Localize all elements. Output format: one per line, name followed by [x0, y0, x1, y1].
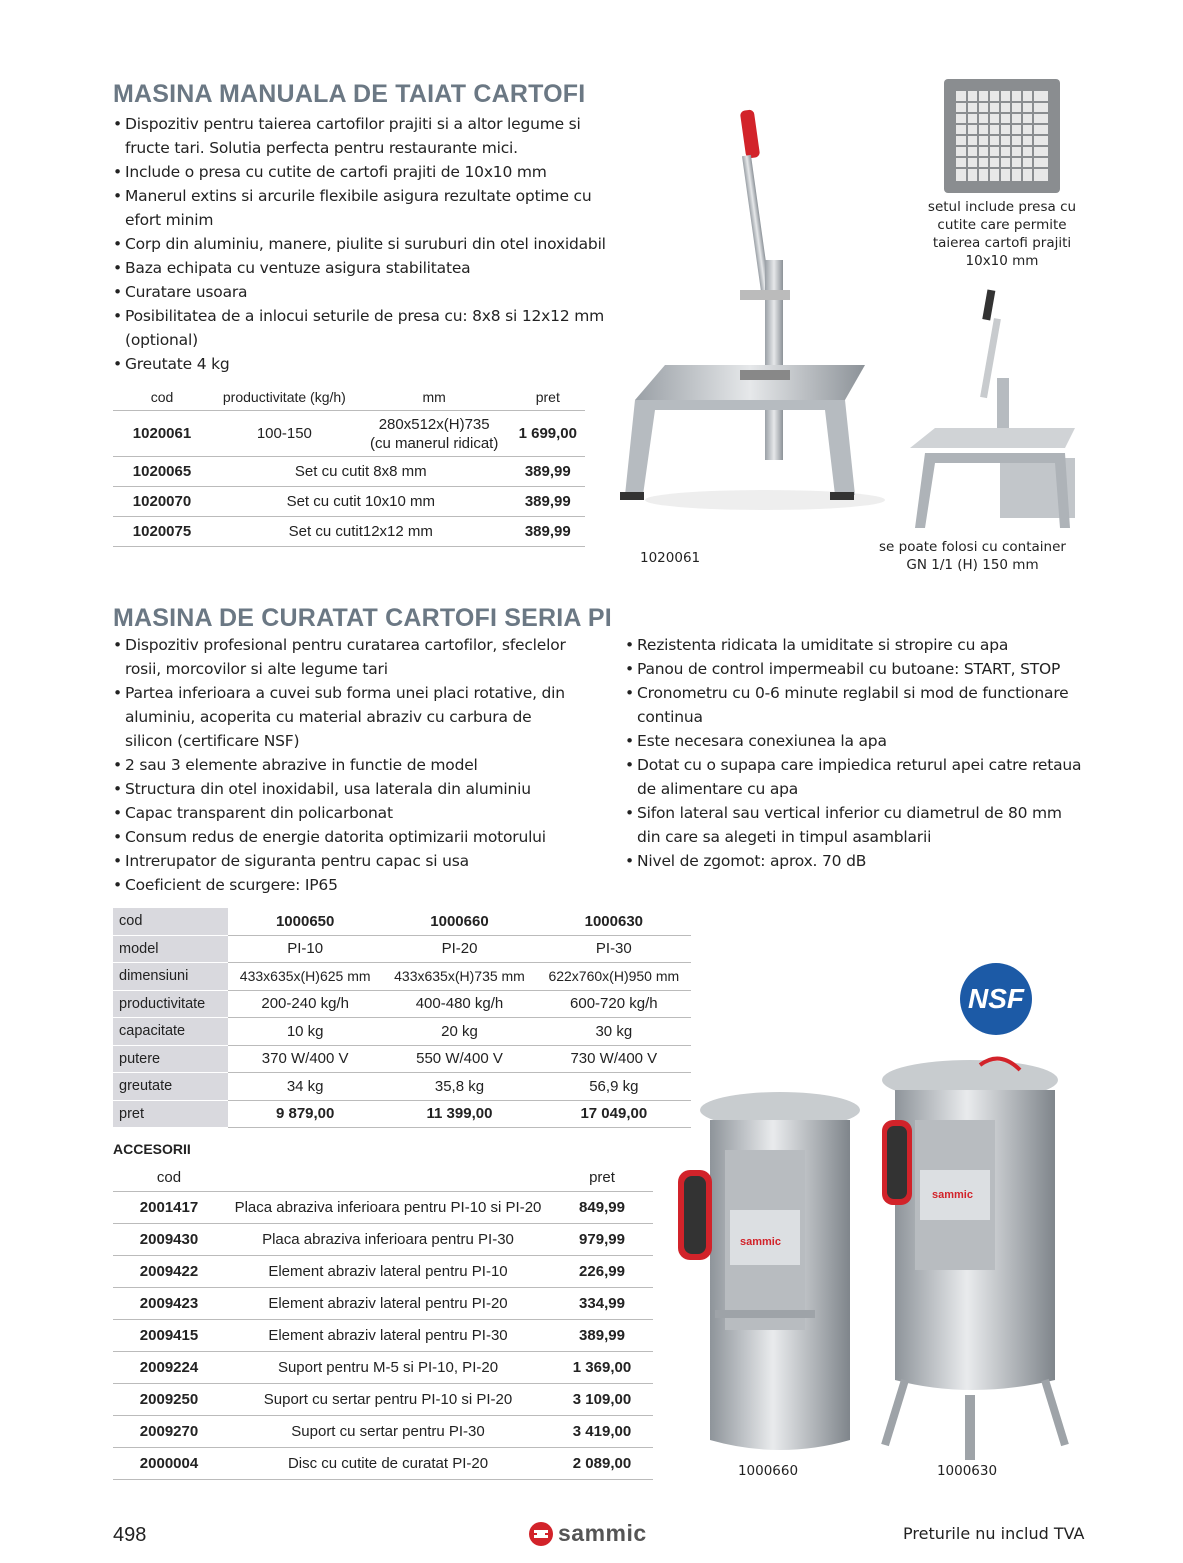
list-item: • Greutate 4 kg [113, 352, 613, 376]
vat-note: Preturile nu includ TVA [903, 1524, 1085, 1543]
table-row [113, 908, 691, 935]
spec-value: 30 kg [537, 1018, 691, 1046]
list-item: • Structura din otel inoxidabil, usa laterala din aluminiu [113, 777, 583, 801]
acc-code: 2009270 [113, 1416, 225, 1448]
spec-value: 9 879,00 [228, 1100, 382, 1128]
table-row [113, 1352, 653, 1384]
acc-price: 389,99 [551, 1320, 653, 1352]
spec-value: 17 049,00 [537, 1100, 691, 1128]
table-row [113, 935, 691, 963]
spec-value: 1000650 [228, 908, 382, 935]
acc-code: 2000004 [113, 1448, 225, 1480]
row-code: 1020061 [113, 411, 211, 457]
accessories-table [113, 1163, 653, 1480]
container-caption: se poate folosi cu container GN 1/1 (H) 150 mm [879, 539, 1066, 573]
spec-label: cod [113, 908, 228, 935]
row-code: 1020065 [113, 457, 211, 487]
spec-value: 370 W/400 V [228, 1045, 382, 1073]
table-header [113, 384, 585, 411]
list-item: • Consum redus de energie datorita optimizarii motorului [113, 825, 583, 849]
col-desc [225, 1163, 551, 1192]
acc-price: 334,99 [551, 1288, 653, 1320]
col-cod: cod [113, 384, 211, 411]
acc-code: 2009422 [113, 1256, 225, 1288]
spec-value: 600-720 kg/h [537, 990, 691, 1018]
list-item: • Este necesara conexiunea la apa [625, 729, 1085, 753]
spec-value: 1000660 [382, 908, 536, 935]
list-item: • Nivel de zgomot: aprox. 70 dB [625, 849, 1085, 873]
row-prod: 100-150 [211, 411, 358, 457]
section2-bullets-left [113, 633, 583, 897]
list-item: • Sifon lateral sau vertical inferior cu diametrul de 80 mm din care sa alegeti in timpul asamblarii [625, 801, 1085, 849]
spec-value: 1000630 [537, 908, 691, 935]
table-row [113, 1073, 691, 1101]
acc-code: 2009224 [113, 1352, 225, 1384]
spec-value: 35,8 kg [382, 1073, 536, 1101]
cutter-price-table [113, 384, 585, 547]
acc-desc: Disc cu cutite de curatat PI-20 [225, 1448, 551, 1480]
list-item: • Corp din aluminiu, manere, piulite si suruburi din otel inoxidabil [113, 232, 613, 256]
section2-bullets-right [625, 633, 1085, 873]
press-set-image [942, 77, 1062, 195]
spec-value: 400-480 kg/h [382, 990, 536, 1018]
list-item: • Manerul extins si arcurile flexibile asigura rezultate optime cu efort minim [113, 184, 613, 232]
brand-on-machine: sammic [740, 1236, 781, 1248]
spec-value: 550 W/400 V [382, 1045, 536, 1073]
table-row [113, 1100, 691, 1128]
acc-desc: Element abraziv lateral pentru PI-20 [225, 1288, 551, 1320]
spec-value: 433x635x(H)735 mm [382, 963, 536, 991]
row-price: 389,99 [511, 487, 585, 517]
spec-value: PI-20 [382, 935, 536, 963]
table-row [113, 1224, 653, 1256]
row-desc: Set cu cutit 8x8 mm [211, 457, 511, 487]
spec-value: 730 W/400 V [537, 1045, 691, 1073]
col-productivitate: productivitate (kg/h) [211, 384, 358, 411]
acc-price: 1 369,00 [551, 1352, 653, 1384]
acc-desc: Element abraziv lateral pentru PI-30 [225, 1320, 551, 1352]
acc-price: 226,99 [551, 1256, 653, 1288]
row-mm: 280x512x(H)735 (cu manerul ridicat) [358, 411, 511, 457]
nsf-badge [960, 963, 1032, 1035]
spec-label: model [113, 935, 228, 963]
table-row [113, 487, 585, 517]
table-row [113, 1384, 653, 1416]
table-row [113, 457, 585, 487]
cutter-caption: 1020061 [640, 550, 701, 566]
table-header [113, 1163, 653, 1192]
spec-value: 622x760x(H)950 mm [537, 963, 691, 991]
list-item: • Posibilitatea de a inlocui seturile de presa cu: 8x8 si 12x12 mm (optional) [113, 304, 613, 352]
spec-label: dimensiuni [113, 963, 228, 991]
acc-price: 849,99 [551, 1192, 653, 1224]
brand-name: sammic [558, 1520, 647, 1546]
row-price: 1 699,00 [511, 411, 585, 457]
table-row [113, 1192, 653, 1224]
section1-title: MASINA MANUALA DE TAIAT CARTOFI [113, 80, 586, 108]
list-item: • Cronometru cu 0-6 minute reglabil si mod de functionare continua [625, 681, 1085, 729]
acc-code: 2009250 [113, 1384, 225, 1416]
col-cod: cod [113, 1163, 225, 1192]
spec-value: 200-240 kg/h [228, 990, 382, 1018]
spec-label: pret [113, 1100, 228, 1128]
acc-desc: Placa abraziva inferioara pentru PI-10 si PI-20 [225, 1192, 551, 1224]
peeler-specs-table [113, 908, 691, 1128]
spec-value: PI-30 [537, 935, 691, 963]
peeler-machines-image [670, 1050, 1090, 1470]
list-item: • Include o presa cu cutite de cartofi prajiti de 10x10 mm [113, 160, 613, 184]
acc-price: 3 419,00 [551, 1416, 653, 1448]
table-row [113, 990, 691, 1018]
brand-on-machine: sammic [932, 1189, 973, 1201]
list-item: • Partea inferioara a cuvei sub forma unei placi rotative, din aluminiu, acoperita cu material abraziv cu carbura de silicon (certificare NSF) [113, 681, 583, 753]
list-item: • Rezistenta ridicata la umiditate si stropire cu apa [625, 633, 1085, 657]
acc-code: 2009423 [113, 1288, 225, 1320]
table-row [113, 1018, 691, 1046]
peeler-caption-right: 1000630 [936, 1463, 998, 1479]
row-code: 1020075 [113, 517, 211, 547]
page-number: 498 [113, 1524, 147, 1546]
row-price: 389,99 [511, 457, 585, 487]
table-row [113, 1416, 653, 1448]
peeler-caption-left: 1000660 [737, 1463, 799, 1479]
table-row [113, 1045, 691, 1073]
table-row [113, 1256, 653, 1288]
col-pret: pret [511, 384, 585, 411]
table-row [113, 517, 585, 547]
row-price: 389,99 [511, 517, 585, 547]
spec-label: putere [113, 1045, 228, 1073]
acc-price: 979,99 [551, 1224, 653, 1256]
section1-bullets [113, 112, 613, 376]
spec-label: productivitate [113, 990, 228, 1018]
acc-desc: Suport cu sertar pentru PI-30 [225, 1416, 551, 1448]
section2-title: MASINA DE CURATAT CARTOFI SERIA PI [113, 604, 612, 632]
footer-logo [528, 1520, 647, 1547]
spec-value: 433x635x(H)625 mm [228, 963, 382, 991]
list-item: • Panou de control impermeabil cu butoane: START, STOP [625, 657, 1085, 681]
table-row [113, 1288, 653, 1320]
cutter-container-image [905, 288, 1085, 538]
spec-value: 34 kg [228, 1073, 382, 1101]
press-caption: setul include presa cu cutite care permite taierea cartofi prajiti 10x10 mm [927, 199, 1077, 269]
accessories-title: ACCESORII [113, 1141, 191, 1157]
acc-price: 3 109,00 [551, 1384, 653, 1416]
acc-code: 2009430 [113, 1224, 225, 1256]
list-item: • Dispozitiv profesional pentru curatarea cartofilor, sfeclelor rosii, morcovilor si alte legume tari [113, 633, 583, 681]
acc-code: 2009415 [113, 1320, 225, 1352]
spec-value: 10 kg [228, 1018, 382, 1046]
acc-desc: Element abraziv lateral pentru PI-10 [225, 1256, 551, 1288]
list-item: • Coeficient de scurgere: IP65 [113, 873, 583, 897]
spec-label: capacitate [113, 1018, 228, 1046]
row-code: 1020070 [113, 487, 211, 517]
list-item: • Dispozitiv pentru taierea cartofilor prajiti si a altor legume si fructe tari. Solutia perfecta pentru restaurante mici. [113, 112, 613, 160]
col-mm: mm [358, 384, 511, 411]
cutter-machine-image [615, 100, 905, 520]
row-desc: Set cu cutit 10x10 mm [211, 487, 511, 517]
table-row [113, 963, 691, 991]
spec-value: 20 kg [382, 1018, 536, 1046]
list-item: • Dotat cu o supapa care impiedica returul apei catre retaua de alimentare cu apa [625, 753, 1085, 801]
list-item: • Intrerupator de siguranta pentru capac si usa [113, 849, 583, 873]
spec-value: PI-10 [228, 935, 382, 963]
table-row [113, 411, 585, 457]
acc-desc: Placa abraziva inferioara pentru PI-30 [225, 1224, 551, 1256]
col-pret: pret [551, 1163, 653, 1192]
spec-label: greutate [113, 1073, 228, 1101]
acc-price: 2 089,00 [551, 1448, 653, 1480]
table-row [113, 1320, 653, 1352]
acc-desc: Suport pentru M-5 si PI-10, PI-20 [225, 1352, 551, 1384]
list-item: • Baza echipata cu ventuze asigura stabilitatea [113, 256, 613, 280]
table-row [113, 1448, 653, 1480]
acc-desc: Suport cu sertar pentru PI-10 si PI-20 [225, 1384, 551, 1416]
row-desc: Set cu cutit12x12 mm [211, 517, 511, 547]
spec-value: 56,9 kg [537, 1073, 691, 1101]
list-item: • Capac transparent din policarbonat [113, 801, 583, 825]
sammic-logo-icon [528, 1521, 554, 1547]
spec-value: 11 399,00 [382, 1100, 536, 1128]
acc-code: 2001417 [113, 1192, 225, 1224]
nsf-text: NSF [968, 983, 1024, 1014]
list-item: • Curatare usoara [113, 280, 613, 304]
list-item: • 2 sau 3 elemente abrazive in functie de model [113, 753, 583, 777]
